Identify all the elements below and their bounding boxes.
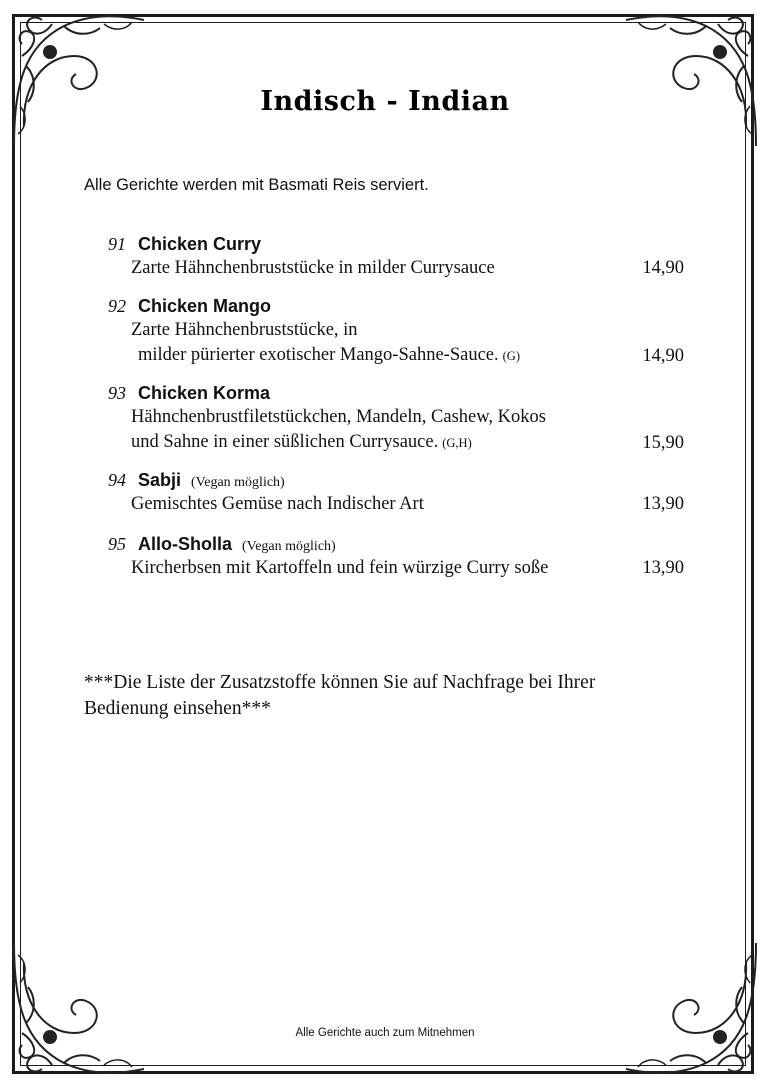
item-number: 92 [108,296,126,316]
item-description: und Sahne in einer süßlichen Currysauce. [131,432,439,452]
item-number: 93 [108,383,126,403]
item-price: 15,90 [642,433,684,453]
item-name: Allo-Sholla [138,534,232,554]
item-description: Hähnchenbrustfiletstückchen, Mandeln, Cashew, Kokos [131,407,546,427]
item-description: Zarte Hähnchenbruststücke in milder Currysauce [131,258,495,278]
item-number: 91 [108,234,126,254]
intro-text: Alle Gerichte werden mit Basmati Reis serviert. [84,176,429,194]
item-description: milder pürierter exotischer Mango-Sahne-Sauce. [138,345,499,365]
item-price: 14,90 [642,346,684,366]
allergen-note: (G,H) [442,436,472,450]
item-name: Chicken Curry [138,234,262,254]
menu-item [108,381,688,456]
item-description: Zarte Hähnchenbruststücke, in [131,320,358,340]
takeaway-footer: Alle Gerichte auch zum Mitnehmen [295,1027,475,1039]
menu-item [108,294,688,369]
item-price: 14,90 [642,258,684,278]
item-description: Kircherbsen mit Kartoffeln und fein würzige Curry soße [131,558,549,578]
menu-item [108,232,688,281]
additives-footnote: ***Die Liste der Zusatzstoffe können Sie auf Nachfrage bei Ihrer Bedienung einsehen*** [84,672,596,719]
item-price: 13,90 [642,494,684,514]
vegan-note: (Vegan möglich) [191,475,285,490]
ornament-corner-bottom-right [616,933,766,1083]
item-number: 95 [108,534,126,554]
ornament-corner-bottom-left [4,933,154,1083]
allergen-note: (G) [502,349,520,363]
item-name: Chicken Korma [138,383,271,403]
page-title: Indisch - Indian [260,86,510,117]
item-name: Sabji [138,470,182,490]
menu-item [108,468,688,517]
vegan-note: (Vegan möglich) [242,539,336,554]
item-price: 13,90 [642,558,684,578]
ornament-corner-top-left [4,6,154,156]
menu-item [108,532,688,581]
item-name: Chicken Mango [138,296,272,316]
item-description: Gemischtes Gemüse nach Indischer Art [131,494,424,514]
item-number: 94 [108,470,126,490]
ornament-corner-top-right [616,6,766,156]
